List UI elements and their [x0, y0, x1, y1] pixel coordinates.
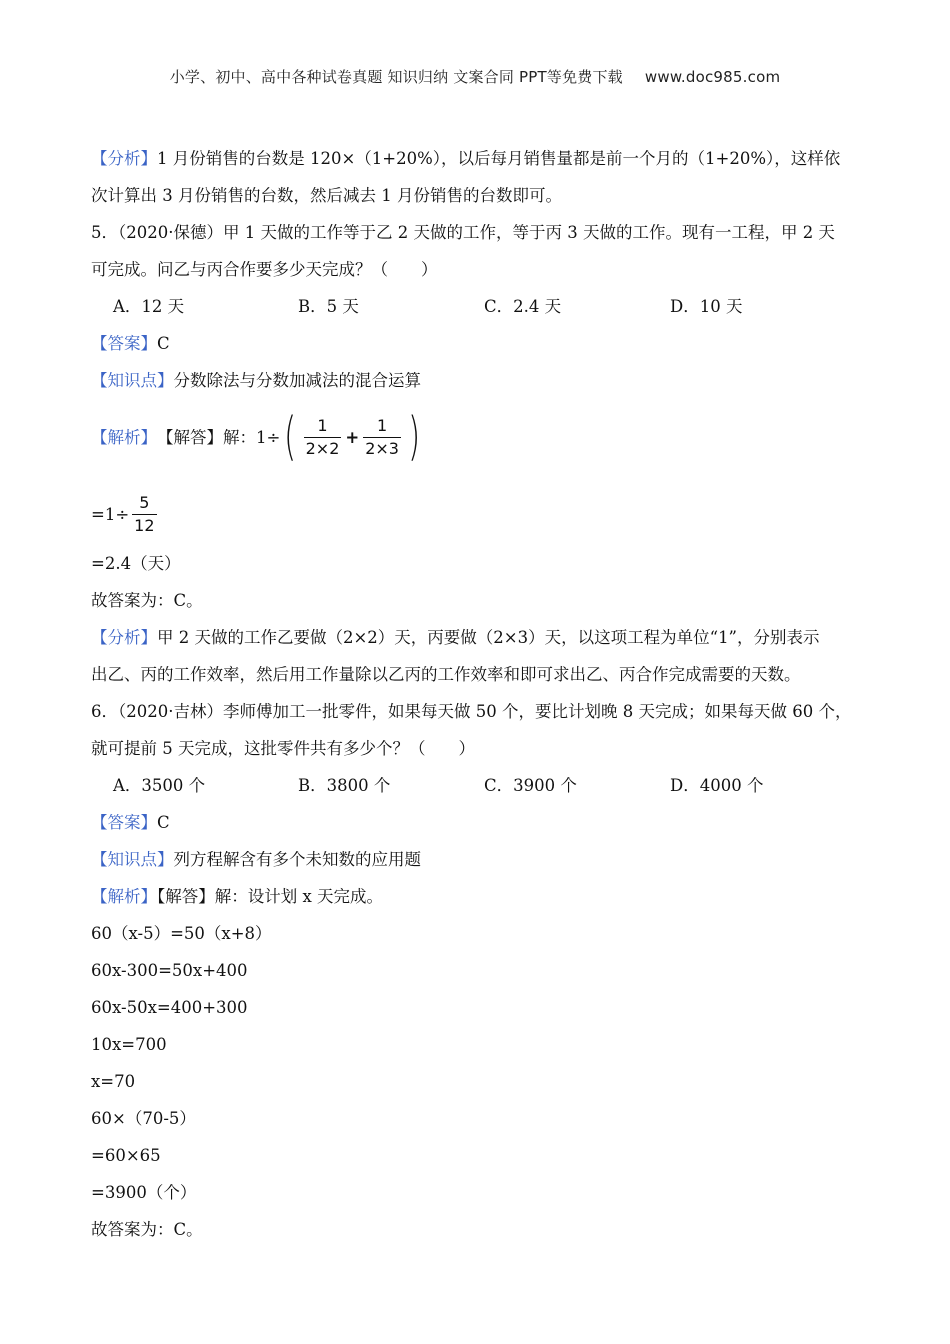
- header-site: www.doc985.com: [644, 68, 781, 86]
- q5-option-d: D．10 天: [670, 297, 743, 316]
- document-body: [91, 140, 861, 1248]
- q5-options: [91, 288, 861, 325]
- math-expression: [280, 407, 424, 467]
- solution-tag: 【解析】: [91, 427, 157, 447]
- q5-stem-line2: 可完成。问乙与丙合作要多少天完成？（ ）: [91, 260, 438, 279]
- left-paren: (: [284, 407, 297, 467]
- q6-step: =60×65: [91, 1146, 161, 1165]
- q5-step1: =1÷ $\frac{5}{12}$: [91, 492, 155, 535]
- q5-solution-formula: 【解析】 【解答】解：1÷ ( $\frac{1}{2\times 2}$ + $\frac{1}{2\times 3}$ ): [91, 399, 861, 475]
- q6-step: 60（x-5）=50（x+8）: [91, 924, 272, 943]
- q5-analysis-line1: 【分析】甲 2 天做的工作乙要做（2×2）天，丙要做（2×3）天，以这项工程为单位“1”，分别表示: [91, 628, 820, 647]
- q6-step: 10x=700: [91, 1035, 167, 1054]
- q6-stem-line1: 6．（2020·吉林）李师傅加工一批零件，如果每天做 50 个，要比计划晚 8 天完成；如果每天做 60 个，: [91, 702, 852, 721]
- q6-option-d: D．4000 个: [670, 776, 764, 795]
- q5-analysis-line2: 出乙、丙的工作效率，然后用工作量除以乙丙的工作效率和即可求出乙、丙合作完成需要的天数。: [91, 665, 801, 684]
- q6-option-c: C．3900 个: [484, 776, 577, 795]
- analysis-tag: 【分析】: [91, 628, 157, 647]
- q6-stem-line2: 就可提前 5 天完成，这批零件共有多少个？（ ）: [91, 739, 475, 758]
- q6-option-b: B．3800 个: [298, 776, 391, 795]
- q6-step: 60x-50x=400+300: [91, 998, 248, 1017]
- page-header: [0, 66, 950, 87]
- answer-tag: 【答案】: [91, 334, 157, 353]
- q6-step: 60×（70-5）: [91, 1109, 196, 1128]
- q6-options: [91, 767, 861, 804]
- q6-knowledge: 【知识点】列方程解含有多个未知数的应用题: [91, 850, 421, 869]
- knowledge-tag: 【知识点】: [91, 850, 174, 869]
- prev-analysis-line2: 次计算出 3 月份销售的台数，然后减去 1 月份销售的台数即可。: [91, 186, 562, 205]
- q6-step: =3900（个）: [91, 1183, 197, 1202]
- knowledge-tag: 【知识点】: [91, 371, 174, 390]
- solution-tag: 【解析】: [91, 887, 157, 906]
- fraction-2: $\frac{1}{2\times 3}$: [365, 415, 399, 458]
- q6-solution: 【解析】【解答】解：设计划 x 天完成。: [91, 887, 384, 906]
- q6-step: 60x-300=50x+400: [91, 961, 248, 980]
- q5-knowledge: 【知识点】分数除法与分数加减法的混合运算: [91, 371, 421, 390]
- q6-step: x=70: [91, 1072, 136, 1091]
- q5-step2: =2.4（天）: [91, 554, 181, 573]
- analysis-tag: 【分析】: [91, 149, 157, 168]
- header-text: 小学、初中、高中各种试卷真题 知识归纳 文案合同 PPT等免费下载: [169, 68, 623, 86]
- fraction-3: $\frac{5}{12}$: [134, 492, 155, 535]
- answer-tag: 【答案】: [91, 813, 157, 832]
- q5-conclusion: 故答案为：C。: [91, 591, 203, 610]
- q5-stem-line1: 5．（2020·保德）甲 1 天做的工作等于乙 2 天做的工作，等于丙 3 天做的工作。现有一工程，甲 2 天: [91, 223, 835, 242]
- q5-option-b: B．5 天: [298, 297, 359, 316]
- fraction-1: $\frac{1}{2\times 2}$: [305, 415, 340, 458]
- plus-sign: +: [345, 427, 360, 447]
- q6-answer: 【答案】C: [91, 813, 170, 832]
- right-paren: ): [408, 407, 421, 467]
- q5-answer: 【答案】C: [91, 334, 170, 353]
- q5-option-c: C．2.4 天: [484, 297, 562, 316]
- q6-option-a: A．3500 个: [113, 776, 206, 795]
- q5-option-a: A．12 天: [113, 297, 185, 316]
- q6-conclusion: 故答案为：C。: [91, 1220, 203, 1239]
- prev-analysis-line1: 【分析】1 月份销售的台数是 120×（1+20%），以后每月销售量都是前一个月的（1+20%），这样依: [91, 149, 841, 168]
